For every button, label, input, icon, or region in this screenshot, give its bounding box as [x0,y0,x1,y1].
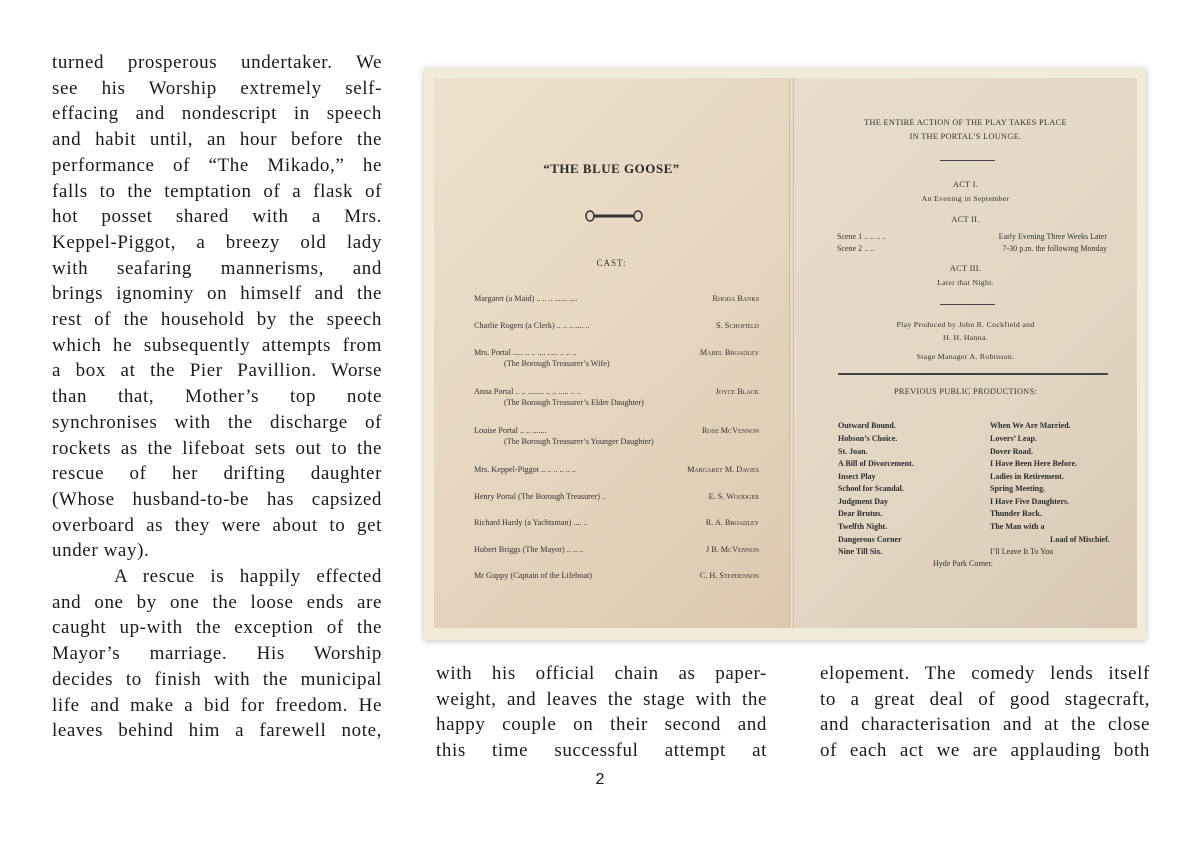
text-line: a box at the Pier Pavillion. Worse [52,360,382,382]
divider [838,373,1108,375]
text-line: to a great deal of good stagecraft, [820,688,1150,710]
text-line: Keppel-Piggot, a breezy old lady [52,231,382,253]
producers-line: H. H. Hanna. [943,333,988,342]
cast-role: Henry Portal (The Borough Treasurer) .. [474,492,607,501]
act-description: An Evening in September [921,194,1010,203]
production-title: Hyde Park Corner. [933,559,993,568]
production-title: Insect Play [838,472,876,481]
cast-role: Mr Guppy (Captain of the Lifeboat) [474,571,593,580]
right-text-column [820,661,1150,764]
text-line: rockets as the lifeboat sets out to the [52,437,382,459]
scene-description: 7-30 p.m. the following Monday [1002,244,1107,253]
act-heading: ACT III. [949,264,982,273]
act-heading: ACT II. [951,215,980,224]
text-line: life and make a bid for freedom. He [52,694,382,716]
cast-role: Charlie Rogers (a Clerk) .. .. .. .... .. [474,321,590,330]
left-text-column [52,50,382,744]
scene-label: Scene 1 .. .. .. .. [837,232,887,241]
production-title: I’ll Leave It To You [990,547,1054,556]
cast-actor: E. S. Woodger [708,492,759,501]
cast-heading: CAST: [596,258,627,268]
cast-actor: C. H. Stephenson [699,571,759,580]
divider [940,160,995,161]
text-line: decides to finish with the municipal [52,668,382,690]
page-number: 2 [595,771,605,788]
text-line: elopement. The comedy lends itself [820,663,1150,684]
text-line: and one by one the loose ends are [52,591,382,613]
text-line: happy couple on their second and [436,714,767,736]
scene-label: Scene 2 .. .. [837,244,875,253]
text-line: and habit until, an hour before the [52,129,382,151]
text-line: A rescue is happily effected [114,566,382,588]
cast-actor: Rose McVennon [701,426,759,435]
text-line: rescue of her drifting daughter [52,463,382,485]
setting-line: THE ENTIRE ACTION OF THE PLAY TAKES PLACE [864,118,1067,127]
act-heading: ACT I. [952,180,979,189]
text-line: caught up-with the exception of the [52,617,382,639]
text-line: effacing and nondescript in speech [52,103,382,125]
cast-actor: R. A. Broadley [705,518,759,527]
production-title: I Have Been Here Before. [990,459,1078,468]
text-line: hot posset shared with a Mrs. [52,206,382,228]
text-line: of each act we are applauding both [820,740,1150,762]
cast-actor: Margaret M. Davies [687,465,759,474]
cast-actor: S. Schofield [716,321,759,330]
cast-subtitle: (The Borough Treasurer’s Wife) [504,359,610,368]
cast-role: Louise Portal .. .. ....... [474,426,547,435]
cast-subtitle: (The Borough Treasurer’s Younger Daughter) [504,437,654,446]
cast-role: Mrs. Portal ..... .. .. .... ..... .. .. .. [474,348,577,357]
stage-manager: Stage Manager A. Robinson. [916,352,1015,361]
programme-photo [424,68,1146,640]
text-line: with seafaring mannerisms, and [52,257,382,279]
text-line: (Whose husband-to-be has capsized [52,488,382,510]
setting-line: IN THE PORTAL’S LOUNGE. [909,132,1022,141]
production-title: St. Joan. [838,447,868,456]
text-line: rest of the household by the speech [52,309,382,331]
text-line: turned prosperous undertaker. We [52,52,382,73]
play-title: “THE BLUE GOOSE” [543,161,680,176]
production-title: A Bill of Divorcement. [838,459,914,468]
cast-actor: Mabel Broadley [699,348,759,357]
text-line: which he subsequently attempts from [52,334,382,356]
production-title: The Man with a [990,522,1045,531]
production-title: Load of Mischief. [1050,535,1110,544]
production-title: Thunder Rock. [990,509,1042,518]
text-line: falls to the temptation of a flask of [52,180,382,202]
text-line: see his Worship extremely self- [52,77,382,99]
programme-left-leaf [434,78,789,628]
cast-actor: J B. McVennon [706,545,759,554]
ornament-icon [584,209,644,223]
cast-actor: Rhoda Banks [712,294,759,303]
text-line: Mayor’s marriage. His Worship [52,643,382,665]
cast-role: Anna Portal .. .. ........ .. .. ..... .. .. [474,387,581,396]
text-line: leaves behind him a farewell note, [52,720,382,742]
production-title: Dover Road. [990,447,1033,456]
production-title: Judgment Day [838,497,889,506]
text-line: weight, and leaves the stage with the [436,688,767,710]
cast-role: Mrs. Keppel-Piggot .. .. .. .. .. .. [474,465,576,474]
production-title: Dear Brutus. [838,509,883,518]
text-line: than that, Mother’s top note [52,386,382,408]
production-title: School for Scandal. [838,484,904,493]
cast-subtitle: (The Borough Treasurer’s Elder Daughter) [504,398,644,407]
text-line: overboard as they were about to get [52,514,382,536]
cast-role: Richard Hardy (a Yachtsman) .... .. [474,518,588,527]
producers-line: Play Produced by John R. Cockfield and [896,320,1035,329]
production-title: Hobson’s Choice. [838,434,898,443]
production-title: Ladies in Retirement. [990,472,1064,481]
text-line: with his official chain as paper- [436,663,767,684]
production-title: Twelfth Night. [838,522,888,531]
cast-actor: Joyce Black [715,387,759,396]
middle-text-column [436,661,767,764]
text-line: this time successful attempt at [436,740,767,762]
text-line: under way). [52,540,150,562]
production-title: Spring Meeting. [990,484,1046,493]
text-line: brings ignominy on himself and the [52,283,382,305]
programme-right-leaf [794,78,1137,628]
divider [940,304,995,305]
text-line: performance of “The Mikado,” he [52,154,382,176]
cast-role: Hubert Briggs (The Mayor) .. .. .. [474,545,584,554]
production-title: Lovers’ Leap. [990,434,1037,443]
production-title: When We Are Married. [990,421,1071,430]
production-title: Nine Till Six. [838,547,883,556]
cast-role: Margaret (a Maid) .. .. .. ...... .... [474,294,578,303]
production-title: Dangerous Corner [838,535,902,544]
act-description: Later that Night. [937,278,994,287]
production-title: I Have Five Daughters. [990,497,1070,506]
scene-description: Early Evening Three Weeks Later [998,232,1107,241]
productions-heading: PREVIOUS PUBLIC PRODUCTIONS: [893,387,1037,396]
text-line: and characterisation and at the close [820,714,1150,736]
production-title: Outward Bound. [838,421,896,430]
text-line: synchronises with the discharge of [52,411,382,433]
